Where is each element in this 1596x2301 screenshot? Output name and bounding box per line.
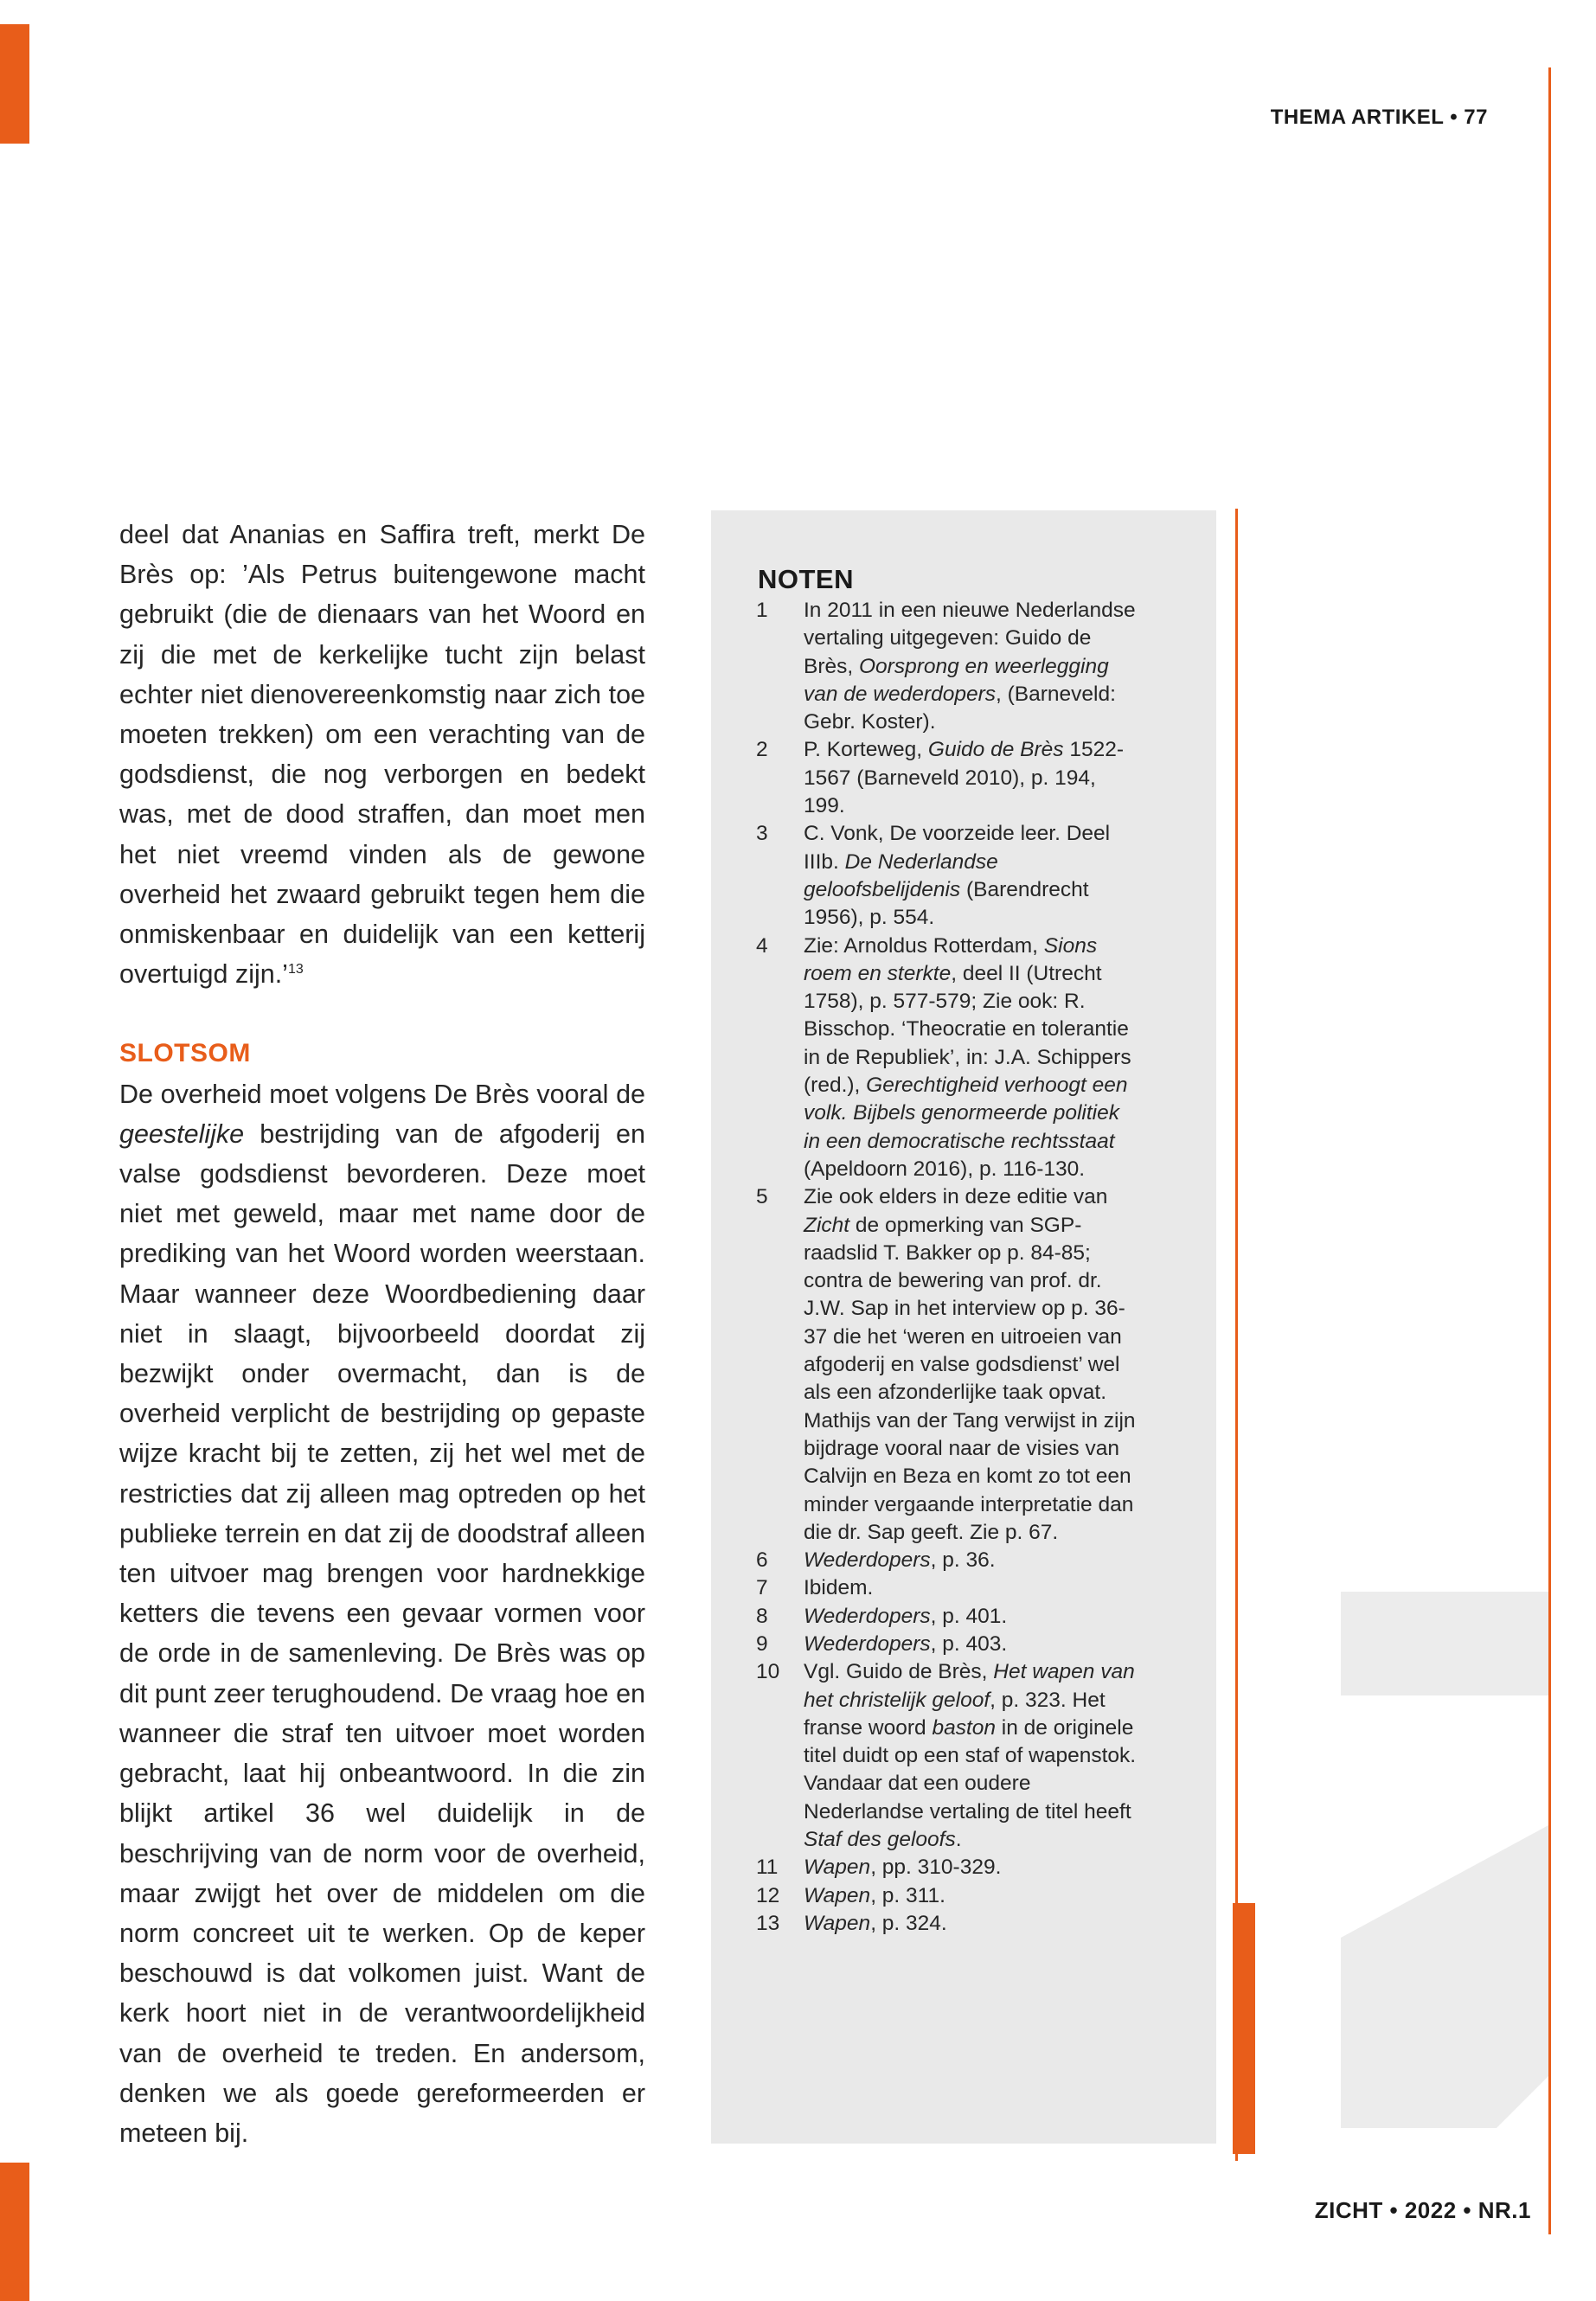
note-text-italic: Zicht bbox=[804, 1213, 850, 1237]
notes-title: NOTEN bbox=[758, 564, 854, 594]
page-footer bbox=[1315, 2197, 1531, 2224]
note-text-run: P. Korteweg, bbox=[804, 738, 928, 762]
note-number: 9 bbox=[756, 1631, 768, 1656]
top-left-accent-bar bbox=[0, 24, 29, 144]
note-text bbox=[804, 1854, 1137, 1881]
note-text-run: Vgl. Guido de Brès, bbox=[804, 1660, 994, 1684]
article-paragraph-1 bbox=[119, 515, 645, 994]
note-text bbox=[804, 1574, 1137, 1602]
note-text-italic: Wapen bbox=[804, 1911, 871, 1935]
note-text-run: 1522-1567 (Barneveld 2010), p. 194, 199. bbox=[804, 738, 1125, 818]
note-text-run: in de originele titel duidt op een staf of wapenstok. Vandaar dat een oudere Nederlandse vertaling de titel heeft bbox=[804, 1715, 1137, 1823]
note-number: 7 bbox=[756, 1576, 768, 1600]
page-header bbox=[1271, 106, 1488, 130]
note-item bbox=[756, 1854, 1137, 1881]
note-text-italic: Gerechtigheid verhoogt een volk. Bijbels genormeerde politiek in een democratische rechtsstaat bbox=[804, 1074, 1128, 1153]
note-text bbox=[804, 1547, 1137, 1574]
note-text-run: , p. 311. bbox=[870, 1883, 945, 1907]
note-text-italic: Wapen bbox=[804, 1856, 871, 1880]
note-text bbox=[804, 1882, 1137, 1910]
footnote-ref-13[interactable]: 13 bbox=[287, 962, 304, 977]
note-text-run: , pp. 310-329. bbox=[870, 1856, 1002, 1880]
footer-year: 2022 bbox=[1404, 2197, 1457, 2223]
note-item bbox=[756, 1603, 1137, 1631]
decorative-z-graphic bbox=[1194, 1592, 1548, 2154]
paragraph-2-emphasis: geestelijke bbox=[119, 1118, 245, 1149]
note-text-run: , p. 36. bbox=[930, 1548, 996, 1573]
note-text bbox=[804, 1183, 1137, 1547]
note-number: 10 bbox=[756, 1660, 780, 1684]
note-text-run: de opmerking van SGP-raadslid T. Bakker op p. 84-85; contra de bewering van prof. dr. J.W. Sap in het interview op p. 36-37 die het ‘weren en uitroeien van afgoderij en valse godsdienst’ wel als een afzonderlijke taak opvat. Mathijs van der Tang verwijst in zijn bijdrage vooral naar de visies van Calvijn en Beza en komt zo tot een minder vergaande interpretatie dan die dr. Sap geeft. Zie p. 67. bbox=[804, 1213, 1136, 1544]
notes-list bbox=[756, 597, 1137, 1938]
note-text-italic: Staf des geloofs bbox=[804, 1828, 956, 1852]
note-text-italic: De Nederlandse geloofsbelijdenis bbox=[804, 849, 998, 901]
note-text-run: , p. 323. Het franse woord bbox=[804, 1688, 1106, 1740]
note-text-run: In 2011 in een nieuwe Nederlandse vertaling uitgegeven: Guido de Brès, bbox=[804, 599, 1136, 678]
note-item bbox=[756, 1631, 1137, 1658]
note-item bbox=[756, 597, 1137, 736]
note-item bbox=[756, 820, 1137, 932]
footer-issue: NR.1 bbox=[1477, 2197, 1531, 2223]
note-text-run: , p. 403. bbox=[930, 1631, 1008, 1656]
note-text bbox=[804, 820, 1137, 932]
note-text-italic: Guido de Brès bbox=[927, 738, 1064, 762]
note-number: 5 bbox=[756, 1185, 768, 1209]
note-text-run: (Barendrecht 1956), p. 554. bbox=[804, 877, 1089, 930]
header-page-number: 77 bbox=[1464, 106, 1488, 129]
footer-separator-1: • bbox=[1389, 2197, 1405, 2223]
note-text-italic: Wederdopers bbox=[804, 1548, 931, 1573]
note-number: 12 bbox=[756, 1883, 780, 1907]
note-text-italic: baston bbox=[932, 1715, 996, 1740]
note-text-italic: Wederdopers bbox=[804, 1631, 931, 1656]
paragraph-2-text-a: De overheid moet volgens De Brès vooral de bbox=[119, 1079, 645, 1109]
note-text-run: , p. 324. bbox=[870, 1911, 947, 1935]
note-text bbox=[804, 1910, 1137, 1938]
note-text-italic: Sions roem en sterkte bbox=[804, 933, 1098, 985]
paragraph-2-text-b: bestrijding van de afgoderij en valse godsdienst bevorderen. Deze moet niet met geweld, maar met name door de prediking van het Woord worden weerstaan. Maar wanneer deze Woordbediening daar niet in slaagt, bijvoorbeeld doordat zij bezwijkt onder overmacht, dan is de overheid verplicht de bestrijding op gepaste wijze kracht bij te zetten, zij het wel met de restricties dat zij alleen mag optreden op het publieke terrein en dat zij de doodstraf alleen ten uitvoer mag brengen voor hardnekkige ketters die tevens een gevaar vormen voor de orde in de samenleving. De Brès was op dit punt zeer terughoudend. De vraag hoe en wanneer die straf ten uitvoer moet worden gebracht, laat hij onbeantwoord. In die zin blijkt artikel 36 wel duidelijk in de beschrijving van de norm voor de overheid, maar zwijgt het over de middelen om die norm concreet uit te werken. Op de keper beschouwd is dat volkomen juist. Want de kerk hoort niet in de verantwoordelijkheid van de overheid te treden. En andersom, denken we als goede gereformeerden er meteen bij. bbox=[119, 1118, 645, 2148]
article-body bbox=[119, 515, 645, 2153]
footer-magazine: ZICHT bbox=[1314, 2197, 1383, 2223]
note-text bbox=[804, 1603, 1137, 1631]
note-text-run: , (Barneveld: Gebr. Koster). bbox=[804, 682, 1116, 734]
header-section: THEMA ARTIKEL bbox=[1270, 106, 1445, 129]
article-paragraph-2 bbox=[119, 1074, 645, 2153]
note-number: 11 bbox=[756, 1856, 779, 1880]
note-text-run: Ibidem. bbox=[804, 1576, 874, 1600]
note-item bbox=[756, 1547, 1137, 1574]
note-text-italic: Oorsprong en weerlegging van de wederdopers bbox=[804, 654, 1109, 706]
note-text-run: C. Vonk, De voorzeide leer. Deel IIIb. bbox=[804, 822, 1111, 874]
decorative-z-diagonal bbox=[1341, 1825, 1548, 2128]
section-title-slotsom: SLOTSOM bbox=[119, 1039, 251, 1068]
note-text-italic: Wapen bbox=[804, 1883, 871, 1907]
note-item bbox=[756, 1910, 1137, 1938]
note-text-run: . bbox=[955, 1828, 962, 1852]
note-number: 1 bbox=[756, 599, 768, 622]
note-number: 8 bbox=[756, 1604, 768, 1628]
header-separator: • bbox=[1450, 106, 1465, 129]
note-text bbox=[804, 1631, 1137, 1658]
note-item bbox=[756, 736, 1137, 820]
note-number: 6 bbox=[756, 1548, 768, 1573]
note-item bbox=[756, 933, 1137, 1184]
footer-separator-2: • bbox=[1463, 2197, 1478, 2223]
note-text-italic: Wederdopers bbox=[804, 1604, 931, 1628]
decorative-z-top-bar bbox=[1341, 1592, 1548, 1695]
note-item bbox=[756, 1574, 1137, 1602]
note-text-italic: Het wapen van het christelijk geloof bbox=[804, 1660, 1135, 1712]
note-text-run: (Apeldoorn 2016), p. 116-130. bbox=[804, 1157, 1086, 1181]
paragraph-1-text: deel dat Ananias en Saffira treft, merkt De Brès op: ’Als Petrus buitengewone macht gebruikt (die de dienaars van het Woord en zij die met de kerkelijke tucht zijn belast echter niet dienovereenkomstig naar zich toe moeten trekken) om een verachting van de godsdienst, die nog verborgen en bedekt was, met de dood straffen, dan moet men het niet vreemd vinden als de gewone overheid het zwaard gebruikt tegen hem die onmiskenbaar en duidelijk van een ketterij overtuigd zijn.’ bbox=[119, 520, 645, 990]
note-text bbox=[804, 933, 1137, 1184]
note-item bbox=[756, 1183, 1137, 1547]
note-text-run: Zie: Arnoldus Rotterdam, bbox=[804, 933, 1044, 958]
note-text-run: , deel II (Utrecht 1758), p. 577-579; Zie ook: R. Bisschop. ‘Theocratie en tolerantie in de Republiek’, in: J.A. Schippers (red.), bbox=[804, 961, 1131, 1098]
note-text bbox=[804, 1658, 1137, 1854]
note-text-run: Zie ook elders in deze editie van bbox=[804, 1185, 1108, 1209]
note-item bbox=[756, 1882, 1137, 1910]
bottom-left-accent-bar bbox=[0, 2163, 29, 2301]
note-number: 3 bbox=[756, 822, 768, 846]
note-number: 2 bbox=[756, 738, 768, 762]
note-item bbox=[756, 1658, 1137, 1854]
note-number: 4 bbox=[756, 933, 768, 958]
note-number: 13 bbox=[756, 1911, 780, 1935]
note-text-run: , p. 401. bbox=[930, 1604, 1008, 1628]
note-text bbox=[804, 736, 1137, 820]
note-text bbox=[804, 597, 1137, 736]
right-margin-rule bbox=[1548, 67, 1551, 2234]
decorative-z-orange-strip bbox=[1233, 1903, 1255, 2154]
